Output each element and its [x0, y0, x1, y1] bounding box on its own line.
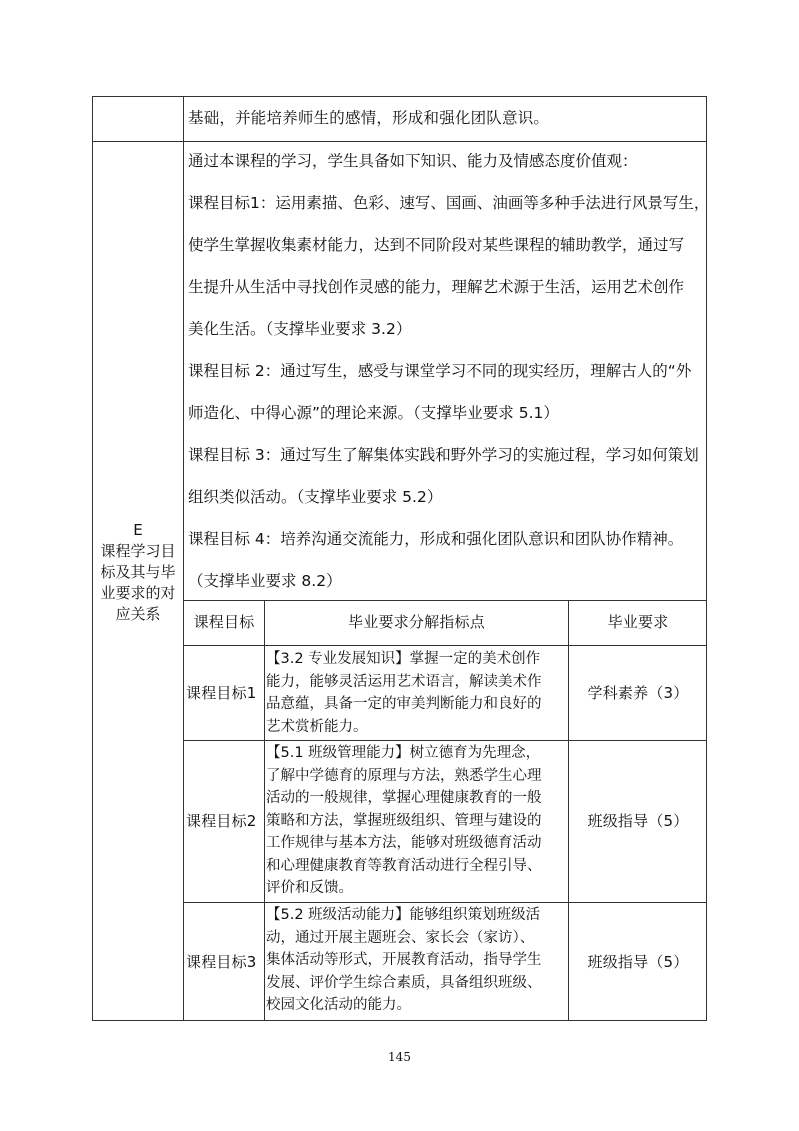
indicator-line: 【5.2 班级活动能力】能够组织策划班级活: [266, 907, 541, 923]
indicator-line: 评价和反馈。: [266, 880, 353, 896]
indicator-line: 工作规律与基本方法，能够对班级德育活动: [266, 835, 542, 851]
section-label-line: 业要求的对: [100, 584, 176, 602]
section-label-line: 标及其与毕: [100, 563, 176, 581]
indicator-cell: [266, 904, 542, 1017]
row1-text: 基础，并能培养师生的感情，形成和强化团队意识。: [188, 109, 550, 127]
indicator-line: 品意蕴，具备一定的审美判断能力和良好的: [266, 696, 542, 712]
indicator-line: 艺术赏析能力。: [266, 718, 368, 735]
indicator-line: 【5.1 班级管理能力】树立德育为先理念，: [266, 745, 541, 761]
indicator-line: 了解中学德育的原理与方法，熟悉学生心理: [266, 767, 542, 784]
inner-row1-bottom: [183, 740, 707, 741]
inner-row2-bottom: [183, 902, 707, 903]
requirement-cell: 学科素养（3）: [587, 684, 689, 702]
indicator-cell: [266, 648, 542, 738]
paragraph-line: 美化生活。（支撑毕业要求 3.2）: [188, 320, 412, 338]
header-requirement: 毕业要求: [607, 613, 669, 631]
paragraph-line: 组织类似活动。（支撑毕业要求 5.2）: [188, 488, 443, 506]
requirement-cell: 班级指导（5）: [587, 812, 689, 830]
section-label-line: 课程学习目: [100, 542, 176, 560]
indicator-line: 活动的一般规律，掌握心理健康教育的一般: [266, 790, 542, 806]
course-objectives-paragraph: [188, 140, 710, 602]
paragraph-line: 师造化、中得心源”的理论来源。（支撑毕业要求 5.1）: [188, 404, 559, 422]
header-course-goal: 课程目标: [193, 613, 255, 631]
goal-cell: 课程目标3: [186, 953, 257, 971]
goal-cell: 课程目标2: [186, 812, 257, 830]
requirement-cell: 班级指导（5）: [587, 953, 689, 971]
page-number: 145: [388, 1050, 411, 1064]
paragraph-line: 课程目标1：运用素描、色彩、速写、国画、油画等多种手法进行风景写生，: [188, 194, 710, 212]
paragraph-line: 课程目标 4：培养沟通交流能力，形成和强化团队意识和团队协作精神。: [188, 530, 684, 548]
paragraph-line: 生提升从生活中寻找创作灵感的能力，理解艺术源于生活，运用艺术创作: [188, 278, 685, 296]
header-indicator: 毕业要求分解指标点: [348, 613, 485, 631]
indicator-line: 集体活动等形式，开展教育活动，指导学生: [266, 952, 542, 968]
inner-header-bottom: [183, 645, 707, 646]
paragraph-line: 课程目标 3：通过写生了解集体实践和野外学习的实施过程，学习如何策划: [188, 446, 699, 464]
goal-cell: 课程目标1: [186, 684, 257, 702]
indicator-cell: [266, 742, 542, 900]
indicator-line: 动，通过开展主题班会、家长会（家访）、: [266, 929, 535, 946]
paragraph-line: 通过本课程的学习，学生具备如下知识、能力及情感态度价值观：: [188, 152, 638, 170]
paragraph-line: （支撑毕业要求 8.2）: [188, 572, 342, 590]
indicator-line: 能力，能够灵活运用艺术语言，解读美术作: [266, 673, 542, 690]
paragraph-line: 课程目标 2：通过写生，感受与课堂学习不同的现实经历，理解古人的“外: [188, 362, 692, 380]
column-divider: [183, 96, 184, 1021]
indicator-line: 策略和方法，掌握班级组织、管理与建设的: [266, 812, 542, 829]
section-label-line: E: [133, 521, 143, 539]
indicator-line: 发展、评价学生综合素质，具备组织班级、: [266, 974, 542, 991]
indicator-line: 和心理健康教育等教育活动进行全程引导、: [266, 857, 542, 874]
paragraph-line: 使学生掌握收集素材能力，达到不同阶段对某些课程的辅助教学，通过写: [188, 236, 685, 254]
inner-col1-divider: [264, 600, 265, 1021]
section-label-line: 应关系: [115, 605, 161, 623]
indicator-line: 【3.2 专业发展知识】掌握一定的美术创作: [266, 651, 541, 667]
indicator-line: 校园文化活动的能力。: [266, 997, 411, 1013]
section-label: [93, 520, 183, 625]
